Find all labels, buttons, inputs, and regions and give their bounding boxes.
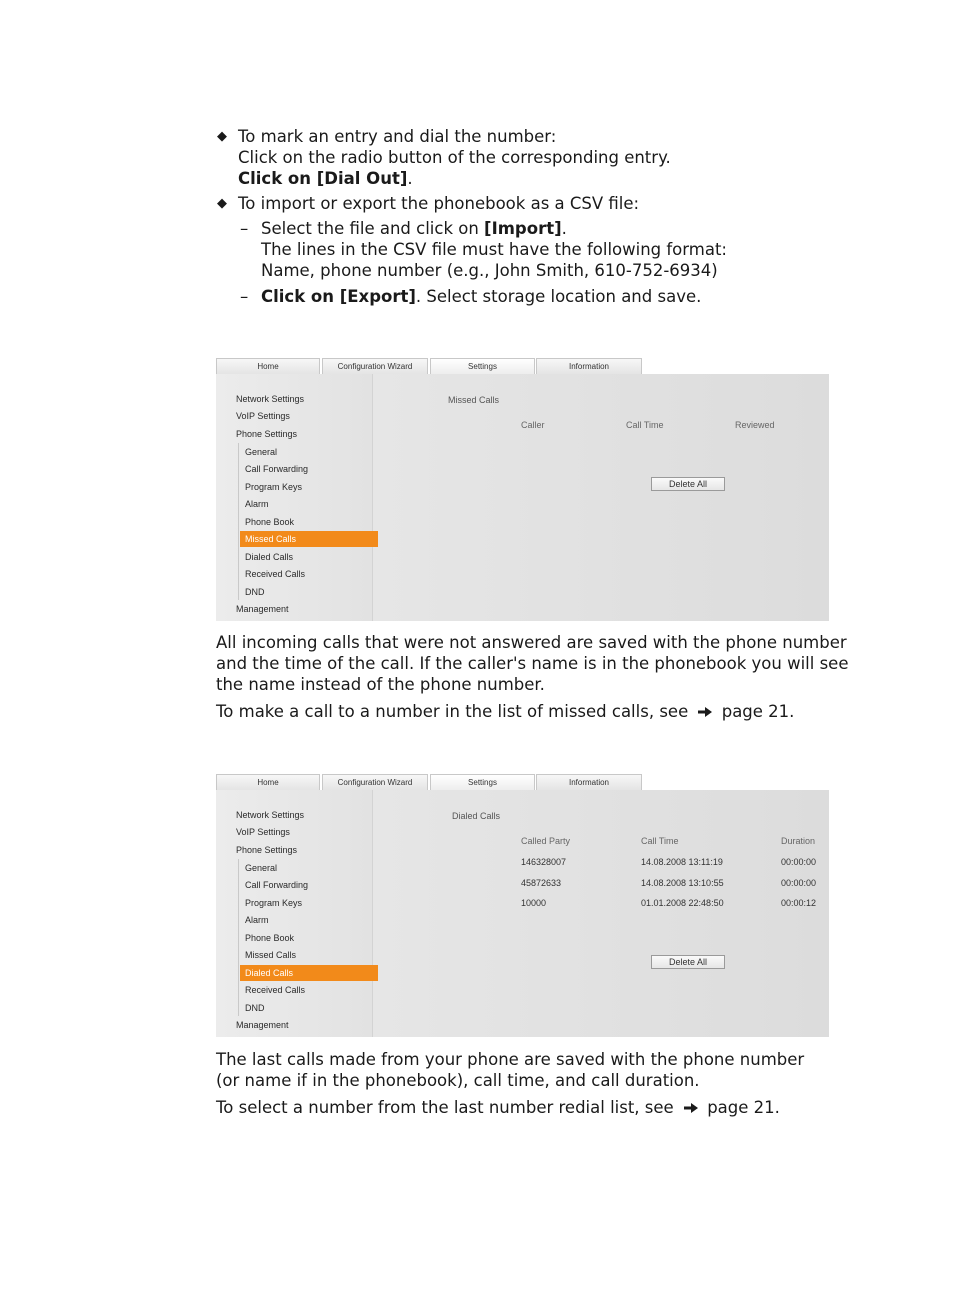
tab-configuration-wizard[interactable]: Configuration Wizard — [322, 358, 428, 375]
import-export-lead: To import or export the phonebook as a CSV file: — [238, 194, 640, 213]
dialed-desc-line1: The last calls made from your phone are saved with the phone number — [216, 1050, 805, 1069]
nav-general[interactable]: General — [245, 447, 278, 457]
nav-phone-settings[interactable]: Phone Settings — [236, 429, 298, 439]
settings-panel — [216, 374, 829, 621]
missed-calls-screenshot — [216, 358, 829, 621]
cell-called-party: 10000 — [521, 898, 547, 908]
nav-phone-book[interactable]: Phone Book — [245, 933, 295, 943]
nav-dnd[interactable]: DND — [245, 1003, 265, 1013]
missed-desc-line1: All incoming calls that were not answered are saved with the phone number — [216, 633, 847, 652]
nav-management[interactable]: Management — [236, 604, 289, 614]
dialed-calls-screenshot — [216, 774, 829, 1037]
dial-out-instruction: Click on [Dial Out] — [238, 169, 408, 188]
nav-general[interactable]: General — [245, 863, 278, 873]
section-title: Dialed Calls — [452, 811, 501, 821]
tab-settings[interactable]: Settings — [430, 358, 535, 375]
column-called-party: Called Party — [521, 836, 571, 846]
nav-network-settings[interactable]: Network Settings — [236, 810, 305, 820]
nav-phone-book[interactable]: Phone Book — [245, 517, 295, 527]
missed-page-reference: To make a call to a number in the list of missed calls, see page 21. — [216, 702, 795, 721]
tab-bar — [216, 358, 829, 375]
cell-call-time: 01.01.2008 22:48:50 — [641, 898, 724, 908]
section-title: Missed Calls — [448, 395, 500, 405]
mark-entry-line2: Click on the radio button of the corresponding entry. — [238, 148, 671, 167]
settings-nav — [216, 374, 373, 621]
tab-configuration-wizard[interactable]: Configuration Wizard — [322, 774, 428, 791]
cell-called-party: 45872633 — [521, 878, 562, 888]
mark-entry-line3: Click on [Dial Out]. — [238, 169, 413, 188]
column-call-time: Call Time — [641, 836, 679, 846]
nav-alarm[interactable]: Alarm — [245, 499, 269, 509]
nav-tree-line — [238, 443, 239, 600]
nav-management[interactable]: Management — [236, 1020, 289, 1030]
dialed-page-reference: To select a number from the last number redial list, see page 21. — [216, 1098, 780, 1117]
missed-desc-line2: and the time of the call. If the caller's name is in the phonebook you will see — [216, 654, 849, 673]
column-reviewed: Reviewed — [735, 420, 775, 430]
nav-received-calls[interactable]: Received Calls — [245, 569, 306, 579]
cell-call-time: 14.08.2008 13:11:19 — [641, 857, 723, 867]
bullet-diamond-icon: ◆ — [217, 129, 227, 144]
nav-call-forwarding[interactable]: Call Forwarding — [245, 464, 309, 474]
dialed-desc-line2: (or name if in the phonebook), call time, and call duration. — [216, 1071, 700, 1090]
cell-duration: 00:00:00 — [781, 878, 817, 888]
export-step: Click on [Export]. Select storage location and save. — [261, 287, 702, 306]
bullet-diamond-icon: ◆ — [217, 196, 227, 211]
cell-call-time: 14.08.2008 13:10:55 — [641, 878, 724, 888]
tab-home[interactable]: Home — [216, 358, 320, 375]
import-step-line2: The lines in the CSV file must have the following format: — [261, 240, 727, 259]
arrow-right-icon — [683, 1102, 699, 1114]
mark-entry-lead: To mark an entry and dial the number: — [238, 127, 557, 146]
tab-information[interactable]: Information — [536, 358, 642, 375]
nav-tree-line — [238, 859, 239, 1016]
column-call-time: Call Time — [626, 420, 664, 430]
tab-settings[interactable]: Settings — [430, 774, 535, 791]
nav-call-forwarding[interactable]: Call Forwarding — [245, 880, 309, 890]
cell-duration: 00:00:00 — [781, 857, 817, 867]
settings-panel — [216, 790, 829, 1037]
tab-information[interactable]: Information — [536, 774, 642, 791]
tab-home[interactable]: Home — [216, 774, 320, 791]
import-step-line3: Name, phone number (e.g., John Smith, 610-752-6934) — [261, 261, 718, 280]
nav-missed-calls[interactable]: Missed Calls — [240, 531, 378, 547]
import-step-line1: Select the file and click on [Import]. — [261, 219, 567, 238]
column-caller: Caller — [521, 420, 545, 430]
nav-voip-settings[interactable]: VoIP Settings — [236, 411, 290, 421]
tab-bar — [216, 774, 829, 791]
nav-dnd[interactable]: DND — [245, 587, 265, 597]
nav-network-settings[interactable]: Network Settings — [236, 394, 305, 404]
nav-dialed-calls[interactable]: Dialed Calls — [245, 552, 294, 562]
nav-dialed-calls[interactable]: Dialed Calls — [240, 965, 378, 981]
settings-nav — [216, 790, 373, 1037]
missed-desc-line3: the name instead of the phone number. — [216, 675, 545, 694]
nav-voip-settings[interactable]: VoIP Settings — [236, 827, 290, 837]
nav-alarm[interactable]: Alarm — [245, 915, 269, 925]
nav-received-calls[interactable]: Received Calls — [245, 985, 306, 995]
cell-called-party: 146328007 — [521, 857, 567, 867]
nav-program-keys[interactable]: Program Keys — [245, 482, 303, 492]
cell-duration: 00:00:12 — [781, 898, 817, 908]
nav-missed-calls[interactable]: Missed Calls — [245, 950, 297, 960]
arrow-right-icon — [697, 706, 713, 718]
dash-glyph: – — [240, 219, 249, 238]
nav-program-keys[interactable]: Program Keys — [245, 898, 303, 908]
column-duration: Duration — [781, 836, 816, 846]
delete-all-button[interactable]: Delete All — [651, 477, 725, 491]
nav-phone-settings[interactable]: Phone Settings — [236, 845, 298, 855]
delete-all-button[interactable]: Delete All — [651, 955, 725, 969]
dash-glyph: – — [240, 287, 249, 306]
